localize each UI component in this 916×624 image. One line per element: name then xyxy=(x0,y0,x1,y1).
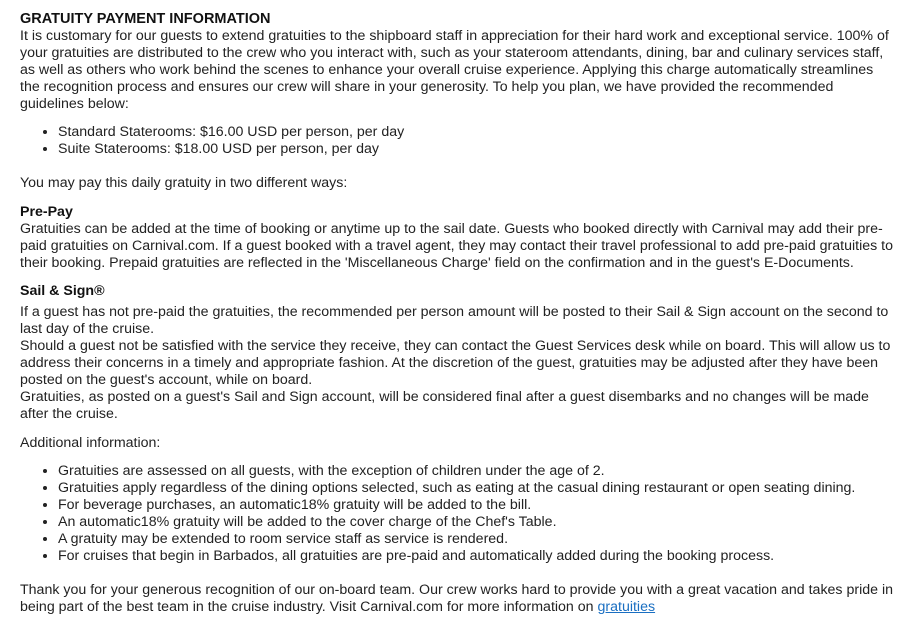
rates-list xyxy=(20,124,896,158)
closing-paragraph xyxy=(20,582,896,616)
gratuities-link[interactable]: gratuities xyxy=(597,599,656,615)
sailsign-paragraph: Should a guest not be satisfied with the service they receive, they can contact the Guest Services desk while on board. This will allow us to address their concerns in a timely and appropriate fashion. At the discretion of the guest, gratuities may be adjusted after they have been posted on the guest's account, while on board. xyxy=(20,338,891,388)
intro-paragraph: It is customary for our guests to extend gratuities to the shipboard staff in appreciation for their hard work and exceptional service. 100% of your gratuities are distributed to the crew who you interact with, such as your stateroom attendants, dining, bar and culinary services staff, as well as others who work behind the scenes to enhance your overall cruise experience. Applying this charge automatically streamlines the recognition process and ensures our crew will share in your generosity. To help you plan, we have provided the recommended guidelines below: xyxy=(20,28,889,112)
list-item: • A gratuity may be extended to room service staff as service is rendered. xyxy=(58,531,896,548)
prepay-heading: Pre-Pay xyxy=(20,204,73,220)
list-item: • Gratuities apply regardless of the dining options selected, such as eating at the casual dining restaurant or open seating dining. xyxy=(58,480,896,497)
rate-item-suite: • Suite Staterooms: $18.00 USD per person, per day xyxy=(58,141,896,158)
prepay-section xyxy=(20,204,896,272)
additional-info-list xyxy=(20,463,896,565)
sailsign-section xyxy=(20,283,896,423)
prepay-text: Gratuities can be added at the time of booking or anytime up to the sail date. Guests who booked directly with Carnival may add their pre-paid gratuities on Carnival.com. If a guest booked with a travel agent, they may contact their travel professional to add pre-paid gratuities to their booking. Prepaid gratuities are reflected in the 'Miscellaneous Charge' field on the confirmation and in the guest's E-Documents. xyxy=(20,221,894,271)
sailsign-paragraph: If a guest has not pre-paid the gratuities, the recommended per person amount will be posted to their Sail & Sign account on the second to last day of the cruise. xyxy=(20,304,889,337)
additional-info-heading: Additional information: xyxy=(20,435,161,451)
closing-text: Thank you for your generous recognition of our on-board team. Our crew works hard to provide you with a great vacation and takes pride in being part of the best team in the cruise industry. Visit Carnival.com for more information on xyxy=(20,582,894,615)
list-item: • Gratuities are assessed on all guests, with the exception of children under the age of 2. xyxy=(58,463,896,480)
sailsign-heading: Sail & Sign® xyxy=(20,283,105,299)
list-item: • For beverage purchases, an automatic18% gratuity will be added to the bill. xyxy=(58,497,896,514)
list-item: • For cruises that begin in Barbados, all gratuities are pre-paid and automatically added during the booking process. xyxy=(58,548,896,565)
list-item: • An automatic18% gratuity will be added to the cover charge of the Chef's Table. xyxy=(58,514,896,531)
payment-options-intro: You may pay this daily gratuity in two different ways: xyxy=(20,175,348,191)
rate-item-standard: • Standard Staterooms: $16.00 USD per person, per day xyxy=(58,124,896,141)
page-title: GRATUITY PAYMENT INFORMATION xyxy=(20,11,271,27)
sailsign-paragraph: Gratuities, as posted on a guest's Sail and Sign account, will be considered final after a guest disembarks and no changes will be made after the cruise. xyxy=(20,389,869,422)
